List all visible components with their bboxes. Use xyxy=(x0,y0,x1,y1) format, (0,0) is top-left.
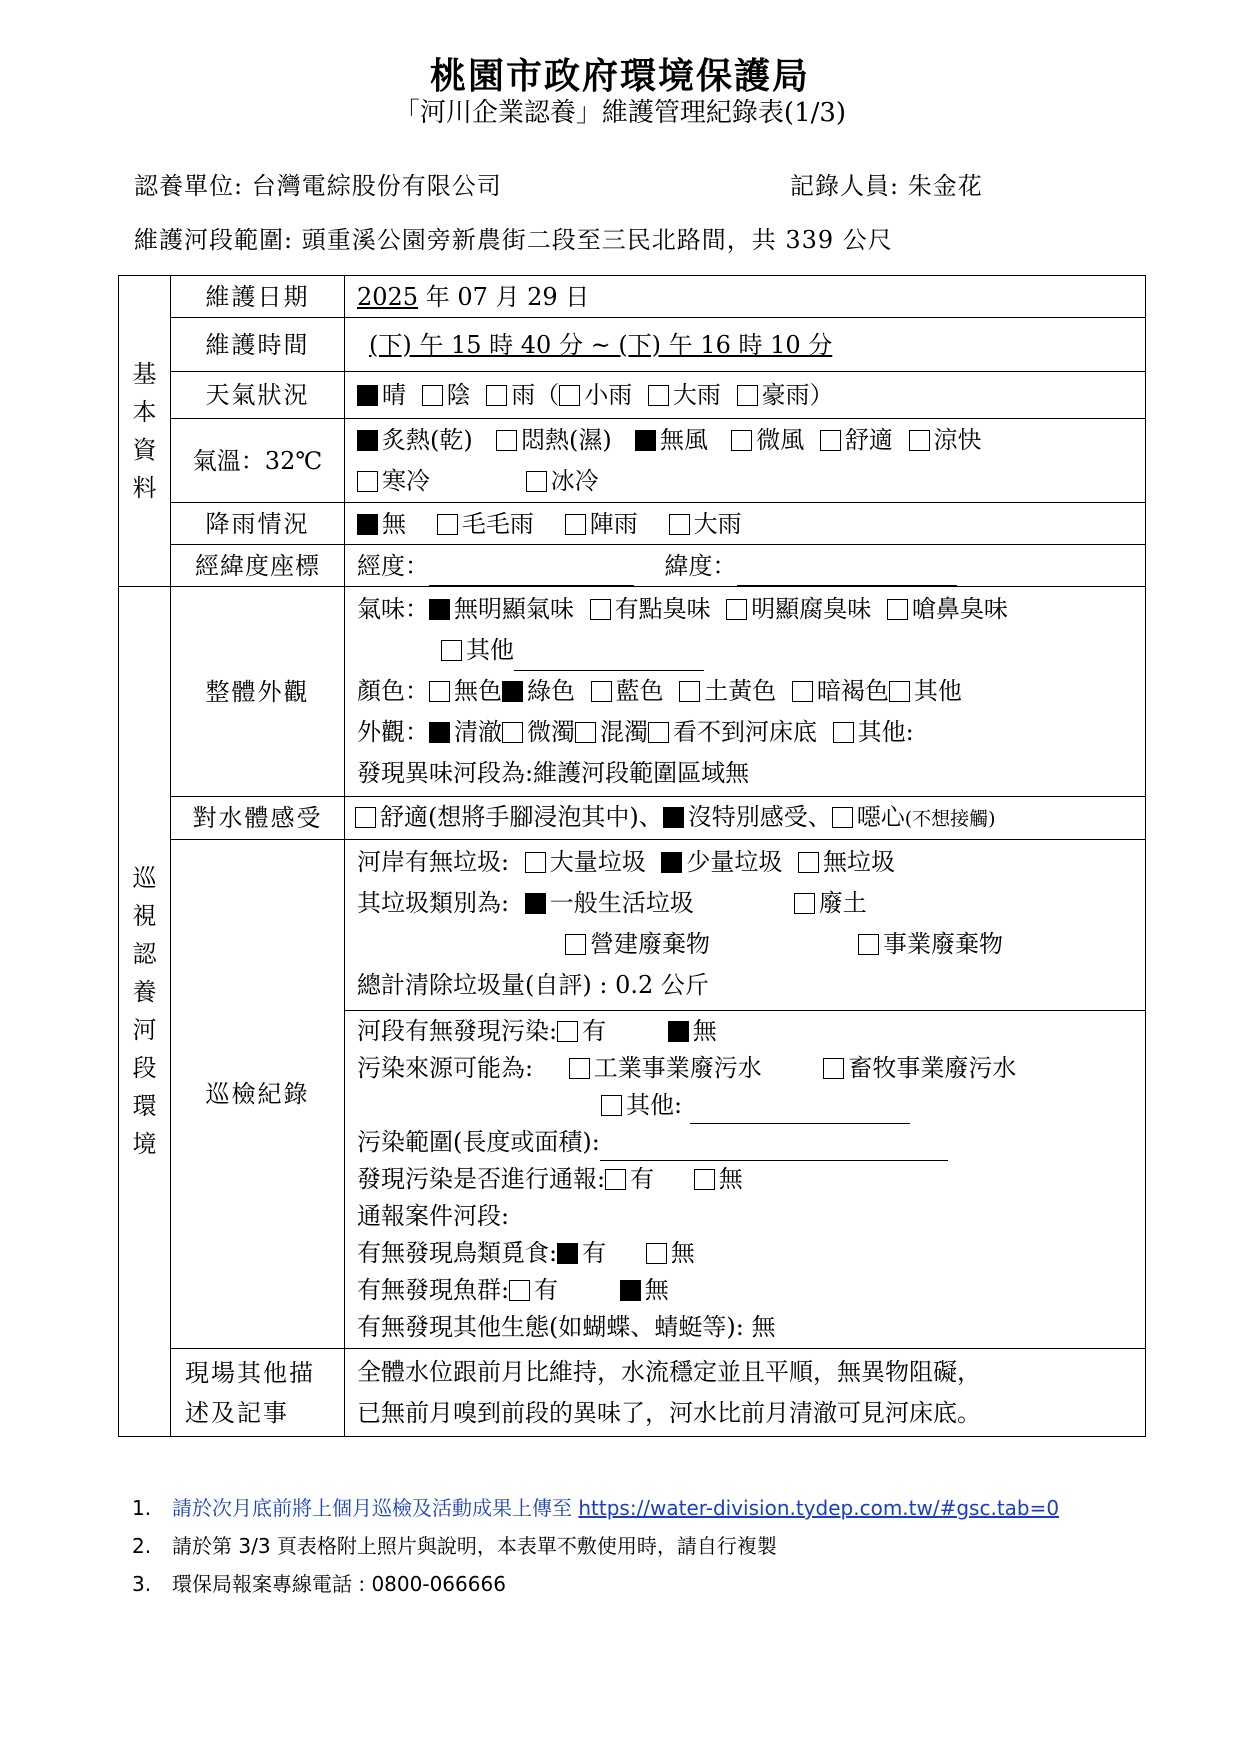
footnote-2-text: 請於第 3/3 頁表格附上照片與說明，本表單不敷使用時，請自行複製 xyxy=(172,1534,777,1558)
odor-other-checkbox[interactable] xyxy=(441,640,462,661)
type-construction-checkbox[interactable] xyxy=(565,934,586,955)
type-label: 其垃圾類別為: xyxy=(357,889,510,917)
rain-none-checkbox[interactable] xyxy=(357,514,378,535)
source-other-field[interactable] xyxy=(690,1095,910,1124)
rain-drizzle-label: 毛毛雨 xyxy=(461,509,534,538)
weather-light-checkbox[interactable] xyxy=(559,385,580,406)
weather-label: 天氣狀況 xyxy=(171,372,345,419)
weather-light-label: 小雨 xyxy=(584,381,633,409)
feeling-cell xyxy=(345,797,1146,840)
source-livestock-label: 畜牧事業廢污水 xyxy=(848,1054,1017,1082)
report-section: 通報案件河段: xyxy=(357,1202,510,1230)
temp-muggy-label: 悶熱(濕) xyxy=(521,425,612,454)
footnote-2 xyxy=(132,1530,777,1559)
lat-label: 緯度： xyxy=(664,551,737,580)
recorder-row xyxy=(790,166,983,201)
weather-sunny-label: 晴 xyxy=(382,381,406,409)
color-colorless-checkbox[interactable] xyxy=(429,681,450,702)
date-label: 維護日期 xyxy=(171,276,345,318)
temp-hot-dry-label: 炙熱(乾) xyxy=(382,425,473,454)
odor-none-checkbox[interactable] xyxy=(429,599,450,620)
temp-no-wind-label: 無風 xyxy=(660,425,708,454)
color-brown-checkbox[interactable] xyxy=(792,681,813,702)
feeling-comfortable-label: 舒適(想將手腳浸泡其中)、 xyxy=(380,803,663,831)
patrol-cell xyxy=(345,840,1146,1349)
notes-label xyxy=(171,1349,345,1437)
eco-line: 有無發現其他生態(如蝴蝶、蜻蜓等): 無 xyxy=(357,1313,776,1341)
patrol-label: 巡檢紀錄 xyxy=(171,840,345,1349)
temp-no-wind-checkbox[interactable] xyxy=(635,430,656,451)
document-subtitle: 「河川企業認養」維護管理紀錄表(1/3) xyxy=(393,98,847,128)
notes-label-2: 述及記事 xyxy=(185,1398,289,1427)
trash-little-label: 少量垃圾 xyxy=(686,848,783,876)
section-patrol-label: 巡視認養河段環境 xyxy=(132,864,157,1158)
birds-yes-label: 有 xyxy=(582,1239,607,1267)
section-basic xyxy=(119,276,171,587)
fish-yes-checkbox[interactable] xyxy=(509,1280,530,1301)
pollution-block xyxy=(345,1011,1145,1348)
color-other-checkbox[interactable] xyxy=(889,681,910,702)
rain-heavy-label: 大雨 xyxy=(693,509,742,538)
document-title: 桃園市政府環境保護局 xyxy=(429,55,810,97)
row-notes xyxy=(119,1349,1146,1437)
footnote-2-num: 2. xyxy=(132,1534,152,1558)
type-construction-label: 營建廢棄物 xyxy=(590,930,710,958)
color-blue-label: 藍色 xyxy=(615,677,664,705)
color-colorless-label: 無色 xyxy=(454,677,502,705)
rain-label: 降雨情況 xyxy=(171,503,345,545)
notes-label-1: 現場其他描 xyxy=(185,1358,315,1387)
weather-rain-label: 雨（ xyxy=(511,381,560,409)
footnote-3-text: 環保局報案專線電話 : 0800-066666 xyxy=(172,1572,506,1596)
odor-rotten-label: 明顯腐臭味 xyxy=(751,595,872,623)
row-coordinates xyxy=(119,545,1146,587)
appearance-label: 整體外觀 xyxy=(171,587,345,797)
notes-line-1: 全體水位跟前月比維持，水流穩定並且平順，無異物阻礙， xyxy=(357,1357,981,1386)
notes-line-2: 已無前月嗅到前段的異味了，河水比前月清澈可見河床底。 xyxy=(357,1398,981,1427)
rain-drizzle-checkbox[interactable] xyxy=(437,514,458,535)
row-feeling xyxy=(119,797,1146,840)
record-table xyxy=(118,275,1146,1437)
feeling-label: 對水體感受 xyxy=(171,797,345,840)
color-brown-label: 暗褐色 xyxy=(816,677,889,705)
odor-other-field[interactable] xyxy=(514,642,704,671)
pollution-yes-label: 有 xyxy=(582,1017,607,1045)
temp-label: 氣溫：32℃ xyxy=(171,419,345,503)
appearance-cell xyxy=(345,587,1146,797)
odor-label: 氣味： xyxy=(357,595,429,623)
coord-cell xyxy=(345,545,1146,587)
color-blue-checkbox[interactable] xyxy=(591,681,612,702)
weather-heavy-checkbox[interactable] xyxy=(648,385,669,406)
report-yes-checkbox[interactable] xyxy=(605,1169,626,1190)
fish-label: 有無發現魚群: xyxy=(357,1276,510,1304)
type-soil-checkbox[interactable] xyxy=(794,893,815,914)
lon-field[interactable] xyxy=(429,557,634,586)
scope-label: 污染範圍(長度或面積): xyxy=(357,1128,600,1156)
source-other-checkbox[interactable] xyxy=(601,1095,622,1116)
odor-other-label: 其他 xyxy=(466,636,514,664)
weather-torrential-label: 豪雨） xyxy=(761,381,834,409)
row-temperature xyxy=(119,419,1146,503)
rain-heavy-checkbox[interactable] xyxy=(669,514,690,535)
range-value: 頭重溪公園旁新農街二段至三民北路間，共 339 公尺 xyxy=(301,226,893,254)
odor-pungent-label: 嗆鼻臭味 xyxy=(911,595,1008,623)
scope-field[interactable] xyxy=(600,1132,948,1161)
rain-cell xyxy=(345,503,1146,545)
temp-breeze-label: 微風 xyxy=(756,425,805,454)
temp-breeze-checkbox[interactable] xyxy=(731,430,752,451)
recorder-label: 記錄人員: xyxy=(790,172,900,200)
trash-lots-label: 大量垃圾 xyxy=(549,848,646,876)
odor-none-label: 無明顯氣味 xyxy=(454,595,574,623)
look-label: 外觀： xyxy=(357,718,429,746)
notes-cell xyxy=(345,1349,1146,1437)
lon-label: 經度： xyxy=(357,551,429,580)
color-yellow-checkbox[interactable] xyxy=(679,681,700,702)
report-label: 發現污染是否進行通報: xyxy=(357,1165,606,1193)
row-rainfall xyxy=(119,503,1146,545)
temp-cold-checkbox[interactable] xyxy=(357,471,378,492)
section-basic-label: 基本資料 xyxy=(132,359,157,502)
temp-cool-checkbox[interactable] xyxy=(909,430,930,451)
row-appearance xyxy=(119,587,1146,797)
feeling-disgust-note: (不想接觸) xyxy=(904,808,996,830)
type-household-checkbox[interactable] xyxy=(525,893,546,914)
time-cell xyxy=(345,318,1146,372)
report-no-label: 無 xyxy=(718,1165,743,1193)
temp-comfortable-label: 舒適 xyxy=(844,425,893,454)
pollution-label: 河段有無發現污染: xyxy=(357,1017,558,1045)
range-label: 維護河段範圍: xyxy=(134,226,294,254)
look-turbid-checkbox[interactable] xyxy=(575,722,596,743)
temp-cool-label: 涼快 xyxy=(933,425,982,454)
pollution-no-label: 無 xyxy=(692,1017,717,1045)
rain-none-label: 無 xyxy=(382,509,406,538)
source-livestock-checkbox[interactable] xyxy=(823,1058,844,1079)
row-weather xyxy=(119,372,1146,419)
time-label: 維護時間 xyxy=(171,318,345,372)
odor-rotten-checkbox[interactable] xyxy=(726,599,747,620)
odor-section: 發現異味河段為:維護河段範圍區域無 xyxy=(357,759,750,787)
weather-cloudy-checkbox[interactable] xyxy=(422,385,443,406)
rain-shower-label: 陣雨 xyxy=(589,509,638,538)
fish-no-label: 無 xyxy=(644,1276,669,1304)
trash-little-checkbox[interactable] xyxy=(661,852,682,873)
trash-none-checkbox[interactable] xyxy=(798,852,819,873)
odor-slight-label: 有點臭味 xyxy=(614,595,711,623)
type-household-label: 一般生活垃圾 xyxy=(549,889,694,917)
odor-pungent-checkbox[interactable] xyxy=(887,599,908,620)
feeling-disgust-label: 噁心 xyxy=(856,803,905,831)
look-slight-label: 微濁 xyxy=(527,718,575,746)
fish-no-checkbox[interactable] xyxy=(620,1280,641,1301)
trash-block xyxy=(345,840,1145,1011)
coord-label: 經緯度座標 xyxy=(171,545,345,587)
color-label: 顏色： xyxy=(357,677,429,705)
source-label: 污染來源可能為: xyxy=(357,1054,534,1082)
weather-cloudy-label: 陰 xyxy=(446,381,471,409)
lat-field[interactable] xyxy=(737,557,957,586)
weather-sunny-checkbox[interactable] xyxy=(357,385,378,406)
report-yes-label: 有 xyxy=(630,1165,655,1193)
temp-comfortable-checkbox[interactable] xyxy=(820,430,841,451)
birds-no-label: 無 xyxy=(670,1239,695,1267)
footnote-1 xyxy=(132,1492,1059,1521)
trash-total: 總計清除垃圾量(自評) : 0.2 公斤 xyxy=(357,971,709,999)
look-turbid-label: 混濁 xyxy=(600,718,648,746)
source-industrial-checkbox[interactable] xyxy=(569,1058,590,1079)
adopter-row xyxy=(134,166,502,201)
color-yellow-label: 土黃色 xyxy=(704,677,777,705)
weather-heavy-label: 大雨 xyxy=(672,381,721,409)
color-other-label: 其他 xyxy=(913,677,962,705)
footnote-1-num: 1. xyxy=(132,1496,152,1520)
footnote-3-num: 3. xyxy=(132,1572,152,1596)
temp-hot-dry-checkbox[interactable] xyxy=(357,430,378,451)
footnote-3 xyxy=(132,1568,506,1597)
color-green-label: 綠色 xyxy=(527,677,575,705)
adopter-value: 台灣電綜股份有限公司 xyxy=(251,172,502,200)
feeling-comfortable-checkbox[interactable] xyxy=(355,807,376,828)
trash-none-label: 無垃圾 xyxy=(823,848,896,876)
look-clear-label: 清澈 xyxy=(454,718,502,746)
type-soil-label: 廢土 xyxy=(818,889,867,917)
rain-shower-checkbox[interactable] xyxy=(565,514,586,535)
upload-link[interactable]: https://water-division.tydep.com.tw/#gsc.tab=0 xyxy=(578,1496,1060,1520)
birds-no-checkbox[interactable] xyxy=(646,1243,667,1264)
trash-label: 河岸有無垃圾: xyxy=(357,848,510,876)
type-business-label: 事業廢棄物 xyxy=(883,930,1003,958)
temp-cell xyxy=(345,419,1146,503)
feeling-disgust-checkbox[interactable] xyxy=(832,807,853,828)
source-other-label: 其他: xyxy=(626,1091,683,1119)
weather-torrential-checkbox[interactable] xyxy=(737,385,758,406)
fish-yes-label: 有 xyxy=(534,1276,559,1304)
row-date xyxy=(119,276,1146,318)
row-patrol xyxy=(119,840,1146,1349)
row-time xyxy=(119,318,1146,372)
feeling-nothing-label: 沒特別感受、 xyxy=(687,803,832,831)
temp-icy-label: 冰冷 xyxy=(550,466,599,495)
look-other-label: 其他: xyxy=(857,718,914,746)
recorder-value: 朱金花 xyxy=(907,172,983,200)
trash-lots-checkbox[interactable] xyxy=(525,852,546,873)
look-bottom-checkbox[interactable] xyxy=(648,722,669,743)
feeling-nothing-checkbox[interactable] xyxy=(663,807,684,828)
odor-slight-checkbox[interactable] xyxy=(590,599,611,620)
pollution-yes-checkbox[interactable] xyxy=(557,1021,578,1042)
birds-label: 有無發現鳥類覓食: xyxy=(357,1239,558,1267)
temp-cold-label: 寒冷 xyxy=(382,466,430,495)
date-rest: 年 07 月 29 日 xyxy=(418,282,590,311)
birds-yes-checkbox[interactable] xyxy=(557,1243,578,1264)
temp-icy-checkbox[interactable] xyxy=(526,471,547,492)
range-row xyxy=(134,220,893,255)
source-industrial-label: 工業事業廢污水 xyxy=(593,1054,762,1082)
look-other-checkbox[interactable] xyxy=(833,722,854,743)
time-value: (下) 午 15 時 40 分 ~ (下) 午 16 時 10 分 xyxy=(369,330,833,359)
temp-muggy-checkbox[interactable] xyxy=(496,430,517,451)
section-patrol xyxy=(119,587,171,1437)
adopter-label: 認養單位: xyxy=(134,172,244,200)
type-business-checkbox[interactable] xyxy=(858,934,879,955)
pollution-no-checkbox[interactable] xyxy=(668,1021,689,1042)
look-bottom-label: 看不到河床底 xyxy=(673,718,817,746)
look-slight-checkbox[interactable] xyxy=(502,722,523,743)
look-clear-checkbox[interactable] xyxy=(429,722,450,743)
date-year: 2025 xyxy=(357,282,419,311)
report-no-checkbox[interactable] xyxy=(694,1169,715,1190)
weather-rain-checkbox[interactable] xyxy=(486,385,507,406)
color-green-checkbox[interactable] xyxy=(502,681,523,702)
weather-cell xyxy=(345,372,1146,419)
date-cell xyxy=(345,276,1146,318)
footnote-1-text: 請於次月底前將上個月巡檢及活動成果上傳至 xyxy=(172,1496,579,1520)
